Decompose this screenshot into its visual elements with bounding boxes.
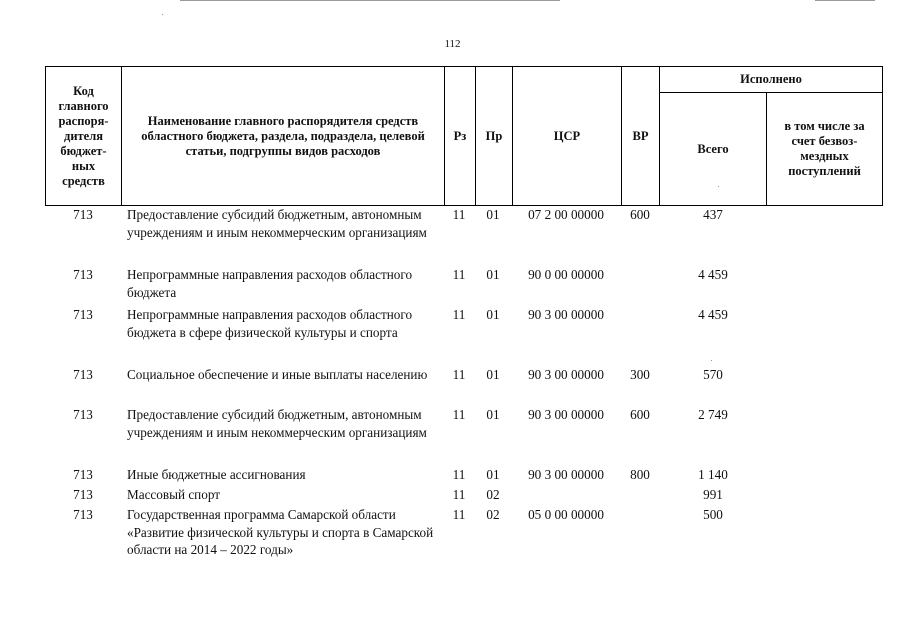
row-name: Предоставление субсидий бюджетным, автономным учреждениям и иным некоммерческим организациям bbox=[127, 207, 427, 240]
row-pr: 02 bbox=[486, 487, 500, 502]
row-total: 1 140 bbox=[698, 467, 728, 482]
scan-speck bbox=[711, 360, 712, 361]
row-total: 437 bbox=[703, 207, 723, 222]
row-total: 991 bbox=[703, 487, 723, 502]
row-csr: 90 3 00 00000 bbox=[528, 367, 604, 382]
row-code: 713 bbox=[73, 207, 93, 222]
row-code: 713 bbox=[73, 267, 93, 282]
row-name: Непрограммные направления расходов областного бюджета bbox=[127, 267, 413, 300]
page-number: 112 bbox=[444, 38, 461, 50]
row-rz: 11 bbox=[452, 487, 466, 502]
scan-mark bbox=[815, 0, 875, 1]
row-pr: 01 bbox=[486, 467, 500, 482]
scan-edge-marks bbox=[0, 0, 905, 3]
row-csr: 90 3 00 00000 bbox=[528, 407, 604, 422]
header-rz: Рз bbox=[444, 66, 476, 206]
row-pr: 01 bbox=[486, 407, 500, 422]
header-csr: ЦСР bbox=[512, 66, 622, 206]
scan-mark bbox=[180, 0, 560, 1]
row-csr: 90 3 00 00000 bbox=[528, 467, 604, 482]
row-rz: 11 bbox=[452, 407, 466, 422]
row-code: 713 bbox=[73, 467, 93, 482]
row-code: 713 bbox=[73, 507, 93, 522]
header-vr: ВР bbox=[621, 66, 660, 206]
row-pr: 01 bbox=[486, 207, 500, 222]
row-vr: 600 bbox=[630, 207, 650, 222]
row-rz: 11 bbox=[452, 307, 466, 322]
row-rz: 11 bbox=[452, 467, 466, 482]
row-name: Предоставление субсидий бюджетным, автономным учреждениям и иным некоммерческим организациям bbox=[127, 407, 427, 440]
row-pr: 02 bbox=[486, 507, 500, 522]
header-pr: Пр bbox=[475, 66, 513, 206]
row-name: Массовый спорт bbox=[127, 487, 221, 502]
row-total: 2 749 bbox=[698, 407, 728, 422]
row-total: 570 bbox=[703, 367, 723, 382]
row-vr: 300 bbox=[630, 367, 650, 382]
row-total: 500 bbox=[703, 507, 723, 522]
row-rz: 11 bbox=[452, 267, 466, 282]
scan-speck bbox=[162, 14, 163, 15]
row-code: 713 bbox=[73, 407, 93, 422]
row-pr: 01 bbox=[486, 367, 500, 382]
header-executed: Исполнено bbox=[659, 66, 883, 93]
row-name: Социальное обеспечение и иные выплаты населению bbox=[127, 367, 428, 382]
header-code: Код главного распоря-дителя бюджет-ных средств bbox=[45, 66, 122, 206]
row-name: Государственная программа Самарской области «Развитие физической культуры и спорта в Самарской области на 2014 – 2022 годы» bbox=[127, 507, 434, 557]
header-incl: в том числе за счет безвоз-мездных поступлений bbox=[766, 92, 883, 206]
row-rz: 11 bbox=[452, 507, 466, 522]
row-total: 4 459 bbox=[698, 307, 728, 322]
row-csr: 90 0 00 00000 bbox=[528, 267, 604, 282]
row-code: 713 bbox=[73, 487, 93, 502]
row-pr: 01 bbox=[486, 267, 500, 282]
row-vr: 600 bbox=[630, 407, 650, 422]
row-csr: 90 3 00 00000 bbox=[528, 307, 604, 322]
row-vr: 800 bbox=[630, 467, 650, 482]
row-code: 713 bbox=[73, 367, 93, 382]
row-name: Иные бюджетные ассигнования bbox=[127, 467, 306, 482]
row-csr: 05 0 00 00000 bbox=[528, 507, 604, 522]
row-csr: 07 2 00 00000 bbox=[528, 207, 604, 222]
header-total: Всего bbox=[659, 92, 767, 206]
row-name: Непрограммные направления расходов областного бюджета в сфере физической культуры и спорта bbox=[127, 307, 413, 340]
row-rz: 11 bbox=[452, 367, 466, 382]
header-name: Наименование главного распорядителя средств областного бюджета, раздела, подраздела, целевой статьи, подгруппы видов расходов bbox=[121, 66, 445, 206]
row-code: 713 bbox=[73, 307, 93, 322]
row-total: 4 459 bbox=[698, 267, 728, 282]
row-rz: 11 bbox=[452, 207, 466, 222]
row-pr: 01 bbox=[486, 307, 500, 322]
